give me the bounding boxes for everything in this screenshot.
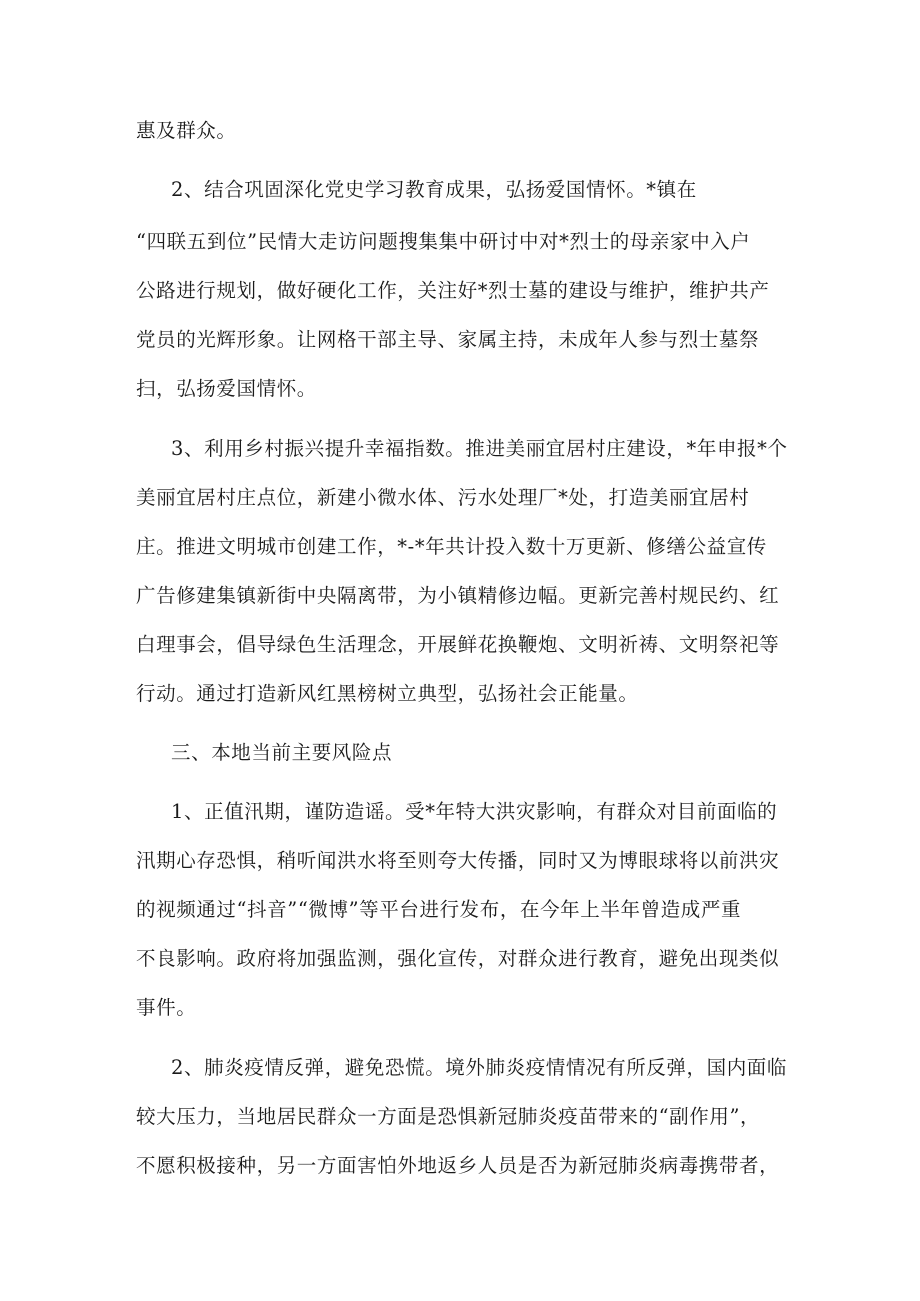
text-line-5: 党员的光辉形象。让网格干部主导、家属主持，未成年人参与烈士墓祭 (136, 328, 760, 351)
text-line-21: 不愿积极接种，另一方面害怕外地返乡人员是否为新冠肺炎病毒携带者， (136, 1154, 780, 1177)
text-line-10: 广告修建集镇新街中央隔离带，为小镇精修边幅。更新完善村规民约、红 (136, 584, 780, 607)
text-line-20: 较大压力，当地居民群众一方面是恐惧新冠肺炎疫苗带来的“副作用”， (136, 1105, 761, 1128)
text-line-12: 行动。通过打造新风红黑榜树立典型，弘扬社会正能量。 (136, 682, 639, 705)
section-heading-risks: 三、本地当前主要风险点 (171, 741, 393, 764)
paragraph-3-first-line: 3、利用乡村振兴提升幸福指数。推进美丽宜居村庄建设，*年申报*个 (171, 437, 788, 460)
text-line-17: 不良影响。政府将加强监测，强化宣传，对群众进行教育，避免出现类似 (136, 947, 780, 970)
text-line-15: 汛期心存恐惧，稍听闻洪水将至则夸大传播，同时又为博眼球将以前洪灾 (136, 849, 780, 872)
text-line-3: “四联五到位”民情大走访问题搜集集中研讨中对*烈士的母亲家中入户 (136, 230, 751, 253)
text-line-8: 美丽宜居村庄点位，新建小微水体、污水处理厂*处，打造美丽宜居村 (136, 486, 750, 509)
text-line-4: 公路进行规划，做好硬化工作，关注好*烈士墓的建设与维护，维护共产 (136, 279, 770, 302)
text-line-1: 惠及群众。 (136, 119, 237, 142)
paragraph-risk-2-first-line: 2、肺炎疫情反弹，避免恐慌。境外肺炎疫情情况有所反弹，国内面临 (171, 1056, 788, 1079)
paragraph-2-first-line: 2、结合巩固深化党史学习教育成果，弘扬爱国情怀。*镇在 (171, 178, 697, 201)
text-line-9: 庄。推进文明城市创建工作，*-*年共计投入数十万更新、修缮公益宣传 (136, 535, 767, 558)
text-line-11: 白理事会，倡导绿色生活理念，开展鲜花换鞭炮、文明祈祷、文明祭祀等 (136, 633, 780, 656)
paragraph-risk-1-first-line: 1、正值汛期，谨防造谣。受*年特大洪灾影响，有群众对目前面临的 (171, 800, 778, 823)
text-line-18: 事件。 (136, 996, 197, 1019)
text-line-6: 扫，弘扬爱国情怀。 (136, 377, 317, 400)
text-line-16: 的视频通过“抖音”“微博”等平台进行发布，在今年上半年曾造成严重 (136, 898, 742, 921)
